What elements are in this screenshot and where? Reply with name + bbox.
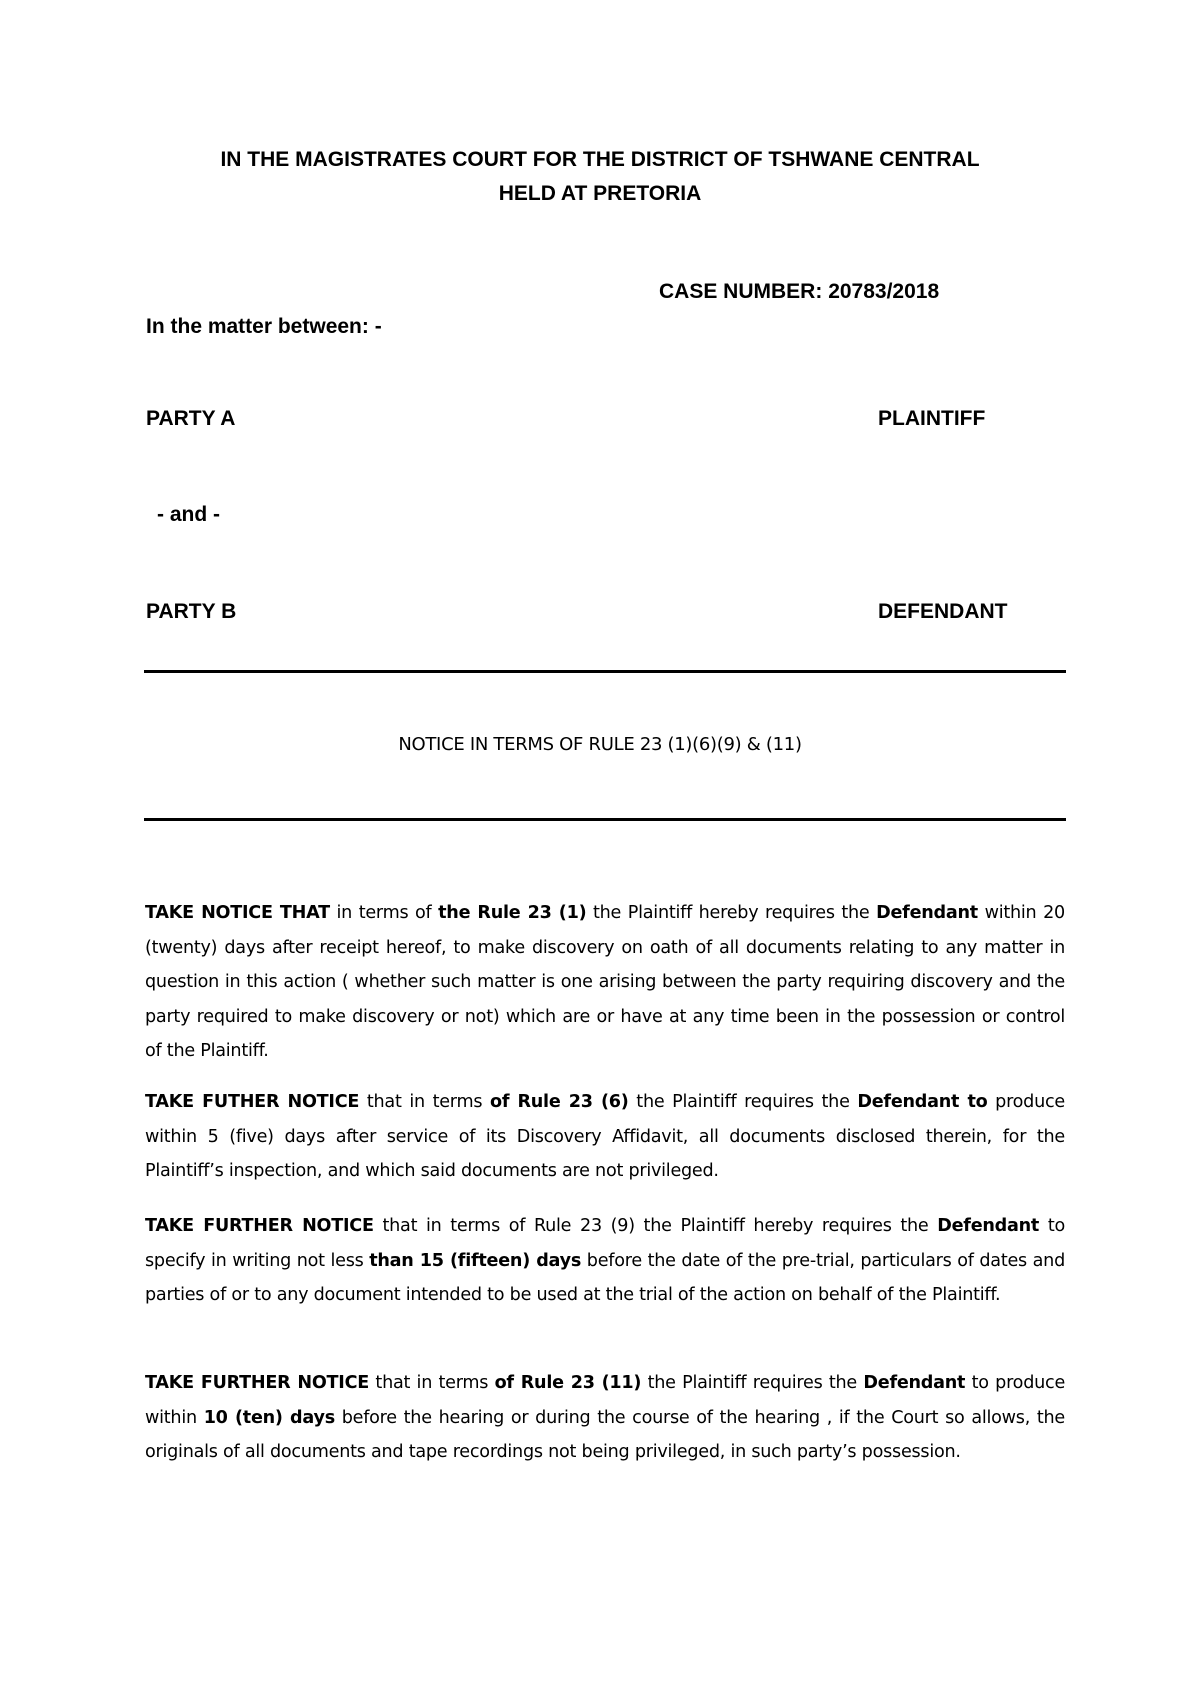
party-a-role: PLAINTIFF <box>878 407 986 430</box>
p2-text-b: the Plaintiff requires the <box>628 1092 858 1112</box>
paragraph-rule-23-1 <box>145 896 1065 1069</box>
p4-rule: of Rule 23 (11) <box>494 1373 642 1393</box>
paragraph-rule-23-11 <box>145 1366 1065 1470</box>
court-heading-line1: IN THE MAGISTRATES COURT FOR THE DISTRICT OF TSHWANE CENTRAL <box>220 148 980 171</box>
p1-text-b: the Plaintiff hereby requires the <box>586 903 877 923</box>
case-number-value: 20783/2018 <box>828 280 940 303</box>
p3-days: than 15 (fifteen) days <box>369 1250 582 1271</box>
case-number-label: CASE NUMBER: <box>659 280 823 303</box>
p3-lead: TAKE FURTHER NOTICE <box>145 1216 374 1236</box>
party-b-role: DEFENDANT <box>878 600 1008 623</box>
p1-text-c: within 20 (twenty) days after receipt hereof, to make discovery on oath of all documents relating to any matter in question in this action ( whether such matter is one arising between the party requiring discovery and the party required to make discovery or not) which are or have at any time been in the possession or control of the Plaintiff. <box>145 903 1065 1061</box>
p4-defendant: Defendant <box>863 1373 966 1393</box>
p3-text-a: that in terms of Rule 23 (9) the Plaintiff hereby requires the <box>373 1216 938 1236</box>
p1-lead: TAKE NOTICE THAT <box>145 903 330 923</box>
paragraph-rule-23-6 <box>145 1085 1065 1189</box>
notice-title: NOTICE IN TERMS OF RULE 23 (1)(6)(9) & (11) <box>398 734 802 755</box>
matter-between: In the matter between: - <box>146 315 382 338</box>
p4-text-c: to produce within <box>145 1373 1066 1428</box>
party-b: PARTY B <box>146 600 237 623</box>
p4-days: 10 (ten) days <box>203 1407 335 1428</box>
p2-text-a: that in terms <box>359 1092 490 1112</box>
case-number <box>659 280 939 304</box>
court-heading-line2: HELD AT PRETORIA <box>498 182 702 205</box>
p4-text-a: that in terms <box>369 1373 495 1393</box>
bottom-divider <box>144 818 1066 821</box>
p1-rule: the Rule 23 (1) <box>438 903 587 923</box>
p2-rule: of Rule 23 (6) <box>490 1092 629 1112</box>
p4-text-b: the Plaintiff requires the <box>641 1373 864 1393</box>
p4-text-d: before the hearing or during the course of the hearing , if the Court so allows, the originals of all documents and tape recordings not being privileged, in such party’s possession. <box>145 1407 1065 1462</box>
top-divider <box>144 670 1066 673</box>
p3-text-c: before the date of the pre-trial, particulars of dates and parties of or to any document intended to be used at the trial of the action on behalf of the Plaintiff. <box>145 1250 1066 1305</box>
p1-text-a: in terms of <box>329 903 439 923</box>
p4-lead: TAKE FURTHER NOTICE <box>145 1373 370 1393</box>
p3-text-b: to specify in writing not less <box>145 1216 1065 1271</box>
paragraph-rule-23-9 <box>145 1209 1065 1313</box>
p2-defendant: Defendant to <box>857 1092 988 1112</box>
p2-text-c: produce within 5 (five) days after service of its Discovery Affidavit, all documents disclosed therein, for the Plaintiff’s inspection, and which said documents are not privileged. <box>145 1092 1065 1181</box>
party-a: PARTY A <box>146 407 236 430</box>
p2-lead: TAKE FUTHER NOTICE <box>145 1092 360 1112</box>
and-separator: - and - <box>157 503 220 526</box>
p1-defendant: Defendant <box>876 903 978 923</box>
p3-defendant: Defendant <box>937 1216 1040 1236</box>
